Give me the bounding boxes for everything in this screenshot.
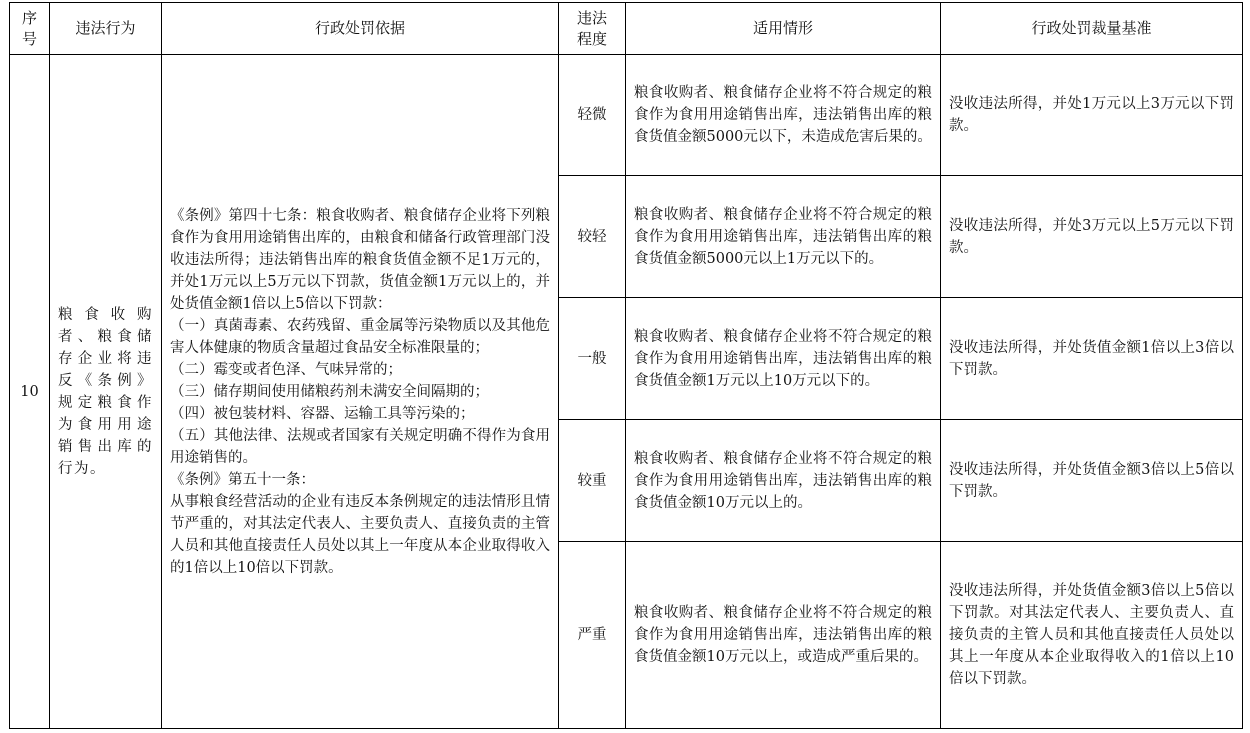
situation-cell: 粮食收购者、粮食储存企业将不符合规定的粮食作为食用用途销售出库，违法销售出库的粮食货值金额5000元以上1万元以下的。: [626, 176, 941, 298]
situation-cell: 粮食收购者、粮食储存企业将不符合规定的粮食作为食用用途销售出库，违法销售出库的粮食货值金额5000元以下，未造成危害后果的。: [626, 55, 941, 176]
degree-cell: 轻微: [559, 55, 626, 176]
standard-cell: 没收违法所得，并处货值金额3倍以上5倍以下罚款。: [941, 420, 1243, 542]
header-row: [10, 3, 1243, 55]
header-situation: 适用情形: [626, 3, 941, 55]
penalty-basis: [162, 55, 559, 729]
header-standard: 行政处罚裁量基准: [941, 3, 1243, 55]
basis-line: （一）真菌毒素、农药残留、重金属等污染物质以及其他危害人体健康的物质含量超过食品安全标准限量的；: [170, 317, 550, 356]
penalty-standard-table: [9, 2, 1243, 729]
violation-behavior: 粮食收购者、粮食储存企业将违反《条例》规定粮食作为食用用途销售出库的行为。: [50, 55, 162, 729]
degree-cell: 一般: [559, 298, 626, 420]
degree-cell: 严重: [559, 542, 626, 729]
basis-line: 《条例》第五十一条：: [170, 471, 315, 488]
header-basis: 行政处罚依据: [162, 3, 559, 55]
basis-line: 从事粮食经营活动的企业有违反本条例规定的违法情形且情节严重的，对其法定代表人、主要负责人、直接负责的主管人员和其他直接责任人员处以其上一年度从本企业取得收入的1倍以上10倍以下罚款。: [170, 493, 550, 576]
basis-line: （二）霉变或者色泽、气味异常的；: [170, 361, 402, 378]
situation-cell: 粮食收购者、粮食储存企业将不符合规定的粮食作为食用用途销售出库，违法销售出库的粮食货值金额10万元以上，或造成严重后果的。: [626, 542, 941, 729]
basis-line: （五）其他法律、法规或者国家有关规定明确不得作为食用用途销售的。: [170, 427, 550, 466]
situation-cell: 粮食收购者、粮食储存企业将不符合规定的粮食作为食用用途销售出库，违法销售出库的粮食货值金额10万元以上的。: [626, 420, 941, 542]
basis-line: （三）储存期间使用储粮药剂未满安全间隔期的；: [170, 383, 489, 400]
header-index: 序号: [10, 3, 50, 55]
situation-cell: 粮食收购者、粮食储存企业将不符合规定的粮食作为食用用途销售出库，违法销售出库的粮食货值金额1万元以上10万元以下的。: [626, 298, 941, 420]
degree-cell: 较重: [559, 420, 626, 542]
table-row: [10, 55, 1243, 176]
basis-line: （四）被包装材料、容器、运输工具等污染的；: [170, 405, 475, 422]
row-index: 10: [10, 55, 50, 729]
standard-cell: 没收违法所得，并处货值金额1倍以上3倍以下罚款。: [941, 298, 1243, 420]
standard-cell: 没收违法所得，并处3万元以上5万元以下罚款。: [941, 176, 1243, 298]
degree-cell: 较轻: [559, 176, 626, 298]
standard-cell: 没收违法所得，并处货值金额3倍以上5倍以下罚款。对其法定代表人、主要负责人、直接负责的主管人员和其他直接责任人员处以其上一年度从本企业取得收入的1倍以上10倍以下罚款。: [941, 542, 1243, 729]
basis-line: 《条例》第四十七条：粮食收购者、粮食储存企业将下列粮食作为食用用途销售出库的，由粮食和储备行政管理部门没收违法所得；违法销售出库的粮食货值金额不足1万元的，并处1万元以上5万元以下罚款，货值金额1万元以上的，并处货值金额1倍以上5倍以下罚款：: [170, 207, 550, 312]
header-behavior: 违法行为: [50, 3, 162, 55]
standard-cell: 没收违法所得，并处1万元以上3万元以下罚款。: [941, 55, 1243, 176]
header-degree: 违法程度: [559, 3, 626, 55]
